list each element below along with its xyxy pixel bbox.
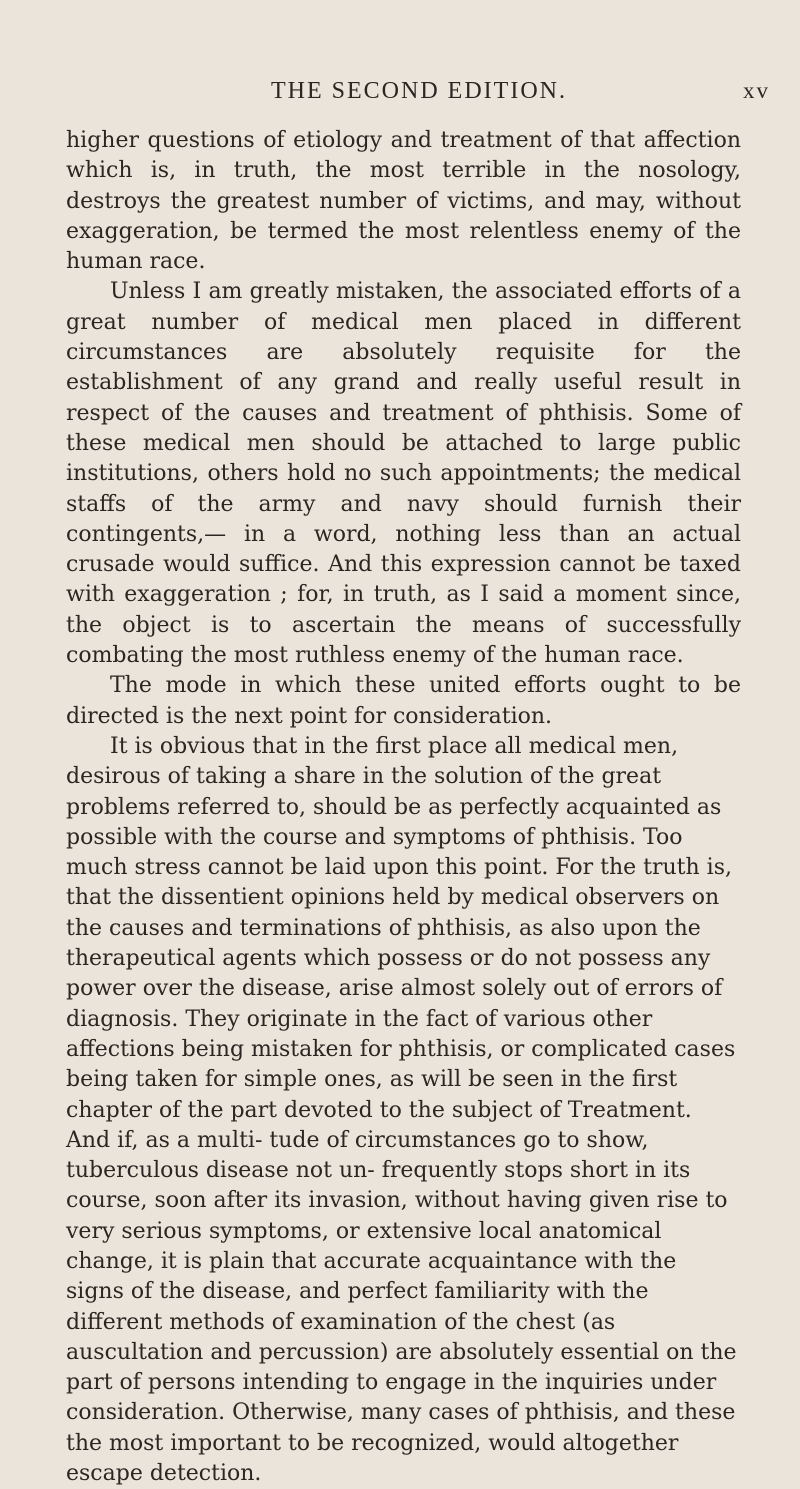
page-header: [68, 78, 770, 110]
paragraph: higher questions of etiology and treatment of that affection which is, in truth, the most terrible in the nosology, destroys the greatest number of victims, and may, without exaggeration, be termed the most relentless enemy of the human race.: [66, 128, 741, 275]
running-title: THE SECOND EDITION.: [271, 78, 567, 104]
paragraph: It is obvious that in the first place all medical men, desirous of taking a share in the solution of the great problems referred to, should be as perfectly acquainted as possible with the course and symptoms of phthisis. Too much stress cannot be laid upon this point. For the truth is, that the dissentient opinions held by medical observers on the causes and terminations of phthisis, as also upon the therapeutical agents which possess or do not possess any power over the disease, arise almost solely out of errors of diagnosis. They originate in the fact of various other affections being mistaken for phthisis, or complicated cases being taken for simple ones, as will be seen in the first chapter of the part devoted to the subject of Treatment. And if, as a multi- tude of circumstances go to show, tuberculous disease not un- frequently stops short in its course, soon after its invasion, without having given rise to very serious symptoms, or extensive local anatomical change, it is plain that accurate acquaintance with the signs of the disease, and perfect familiarity with the different methods of examination of the chest (as auscultation and percussion) are absolutely essential on the part of persons intending to engage in the inquiries under consideration. Otherwise, many cases of phthisis, and these the most important to be recognized, would altogether escape detection.: [66, 733, 737, 1487]
paragraph: Unless I am greatly mistaken, the associated efforts of a great number of medical men placed in different circumstances are absolutely requisite for the establishment of any grand and really useful result in respect of the causes and treatment of phthisis. Some of these medical men should be attached to large public institutions, others hold no such appointments; the medical staffs of the army and navy should furnish their contingents,— in a word, nothing less than an actual crusade would suffice. And this expression cannot be taxed with exaggeration ; for, in truth, as I said a moment since, the object is to ascertain the means of successfully combating the most ruthless enemy of the human race.: [66, 279, 741, 669]
page-number: xv: [743, 78, 770, 103]
body-text: [66, 126, 741, 1489]
paragraph: The mode in which these united efforts ought to be directed is the next point for consideration.: [66, 673, 741, 729]
